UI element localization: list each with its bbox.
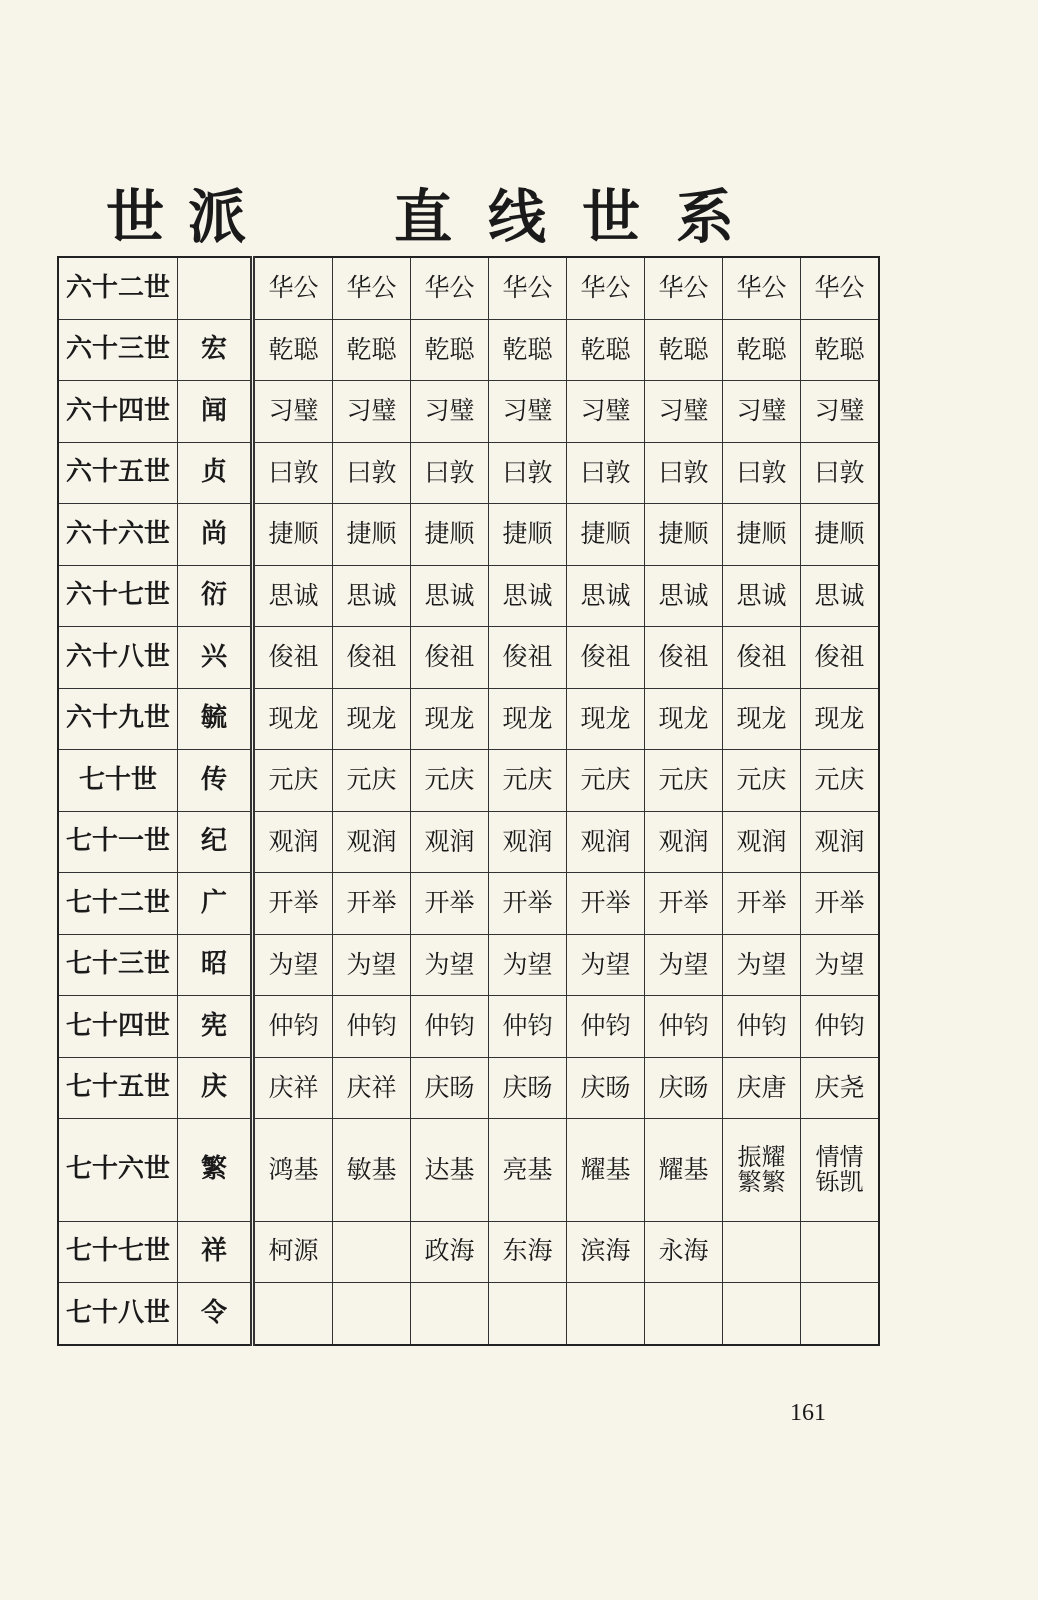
name-cell: 捷顺 bbox=[801, 504, 880, 565]
generation-character: 贞 bbox=[178, 442, 253, 503]
name-cell: 滨海 bbox=[567, 1221, 645, 1282]
name-cell: 习璧 bbox=[253, 381, 333, 442]
name-cell: 现龙 bbox=[801, 688, 880, 749]
name-cell: 元庆 bbox=[253, 750, 333, 811]
name-cell: 元庆 bbox=[411, 750, 489, 811]
name-cell: 俊祖 bbox=[333, 627, 411, 688]
name-cell: 华公 bbox=[723, 257, 801, 319]
name-cell: 现龙 bbox=[333, 688, 411, 749]
name-cell: 观润 bbox=[489, 811, 567, 872]
name-cell: 华公 bbox=[411, 257, 489, 319]
name-cell: 习璧 bbox=[411, 381, 489, 442]
generation-character bbox=[178, 257, 253, 319]
generation-character: 尚 bbox=[178, 504, 253, 565]
name-cell: 乾聪 bbox=[411, 319, 489, 380]
name-cell: 俊祖 bbox=[253, 627, 333, 688]
name-cell: 庆旸 bbox=[489, 1057, 567, 1118]
name-cell bbox=[723, 1283, 801, 1346]
name-cell: 现龙 bbox=[723, 688, 801, 749]
name-cell bbox=[333, 1221, 411, 1282]
name-cell: 仲钧 bbox=[645, 996, 723, 1057]
name-cell: 习璧 bbox=[333, 381, 411, 442]
name-cell: 曰敦 bbox=[723, 442, 801, 503]
name-cell: 乾聪 bbox=[723, 319, 801, 380]
name-cell: 为望 bbox=[411, 934, 489, 995]
table-row bbox=[58, 627, 879, 688]
generation-character: 令 bbox=[178, 1283, 253, 1346]
name-cell: 开举 bbox=[645, 873, 723, 934]
name-cell: 乾聪 bbox=[567, 319, 645, 380]
name-cell: 为望 bbox=[567, 934, 645, 995]
name-cell: 元庆 bbox=[333, 750, 411, 811]
generation-label: 七十七世 bbox=[58, 1221, 178, 1282]
generation-character: 繁 bbox=[178, 1119, 253, 1221]
generation-character: 广 bbox=[178, 873, 253, 934]
generation-label: 六十三世 bbox=[58, 319, 178, 380]
generation-label: 六十七世 bbox=[58, 565, 178, 626]
name-cell: 捷顺 bbox=[489, 504, 567, 565]
name-cell: 政海 bbox=[411, 1221, 489, 1282]
name-cell bbox=[723, 1221, 801, 1282]
name-cell: 习璧 bbox=[567, 381, 645, 442]
name-cell: 现龙 bbox=[645, 688, 723, 749]
generation-character: 衍 bbox=[178, 565, 253, 626]
name-cell: 观润 bbox=[333, 811, 411, 872]
page-number: 161 bbox=[790, 1400, 826, 1426]
name-cell: 庆旸 bbox=[645, 1057, 723, 1118]
table-row bbox=[58, 381, 879, 442]
name-cell: 乾聪 bbox=[489, 319, 567, 380]
generation-label: 七十五世 bbox=[58, 1057, 178, 1118]
name-cell: 乾聪 bbox=[801, 319, 880, 380]
name-cell: 为望 bbox=[645, 934, 723, 995]
name-cell: 俊祖 bbox=[411, 627, 489, 688]
generation-label: 六十九世 bbox=[58, 688, 178, 749]
name-cell: 乾聪 bbox=[253, 319, 333, 380]
name-cell: 俊祖 bbox=[645, 627, 723, 688]
name-cell: 曰敦 bbox=[333, 442, 411, 503]
table-row bbox=[58, 1221, 879, 1282]
table-row bbox=[58, 319, 879, 380]
name-cell: 思诚 bbox=[723, 565, 801, 626]
name-cell: 乾聪 bbox=[645, 319, 723, 380]
name-cell bbox=[411, 1283, 489, 1346]
name-cell: 华公 bbox=[333, 257, 411, 319]
table-row bbox=[58, 934, 879, 995]
name-cell: 庆祥 bbox=[333, 1057, 411, 1118]
name-cell: 捷顺 bbox=[333, 504, 411, 565]
name-cell: 达基 bbox=[411, 1119, 489, 1221]
name-cell: 思诚 bbox=[567, 565, 645, 626]
name-cell: 庆唐 bbox=[723, 1057, 801, 1118]
name-cell: 振耀 繁繁 bbox=[723, 1119, 801, 1221]
name-cell bbox=[333, 1283, 411, 1346]
name-cell: 仲钧 bbox=[411, 996, 489, 1057]
table-row bbox=[58, 504, 879, 565]
name-cell: 习璧 bbox=[723, 381, 801, 442]
generation-character: 昭 bbox=[178, 934, 253, 995]
page-heading bbox=[100, 170, 860, 251]
name-cell: 观润 bbox=[723, 811, 801, 872]
generation-character: 祥 bbox=[178, 1221, 253, 1282]
table-row bbox=[58, 1119, 879, 1221]
name-cell bbox=[801, 1283, 880, 1346]
name-cell: 仲钧 bbox=[723, 996, 801, 1057]
generation-label: 七十三世 bbox=[58, 934, 178, 995]
name-cell: 观润 bbox=[411, 811, 489, 872]
name-cell: 现龙 bbox=[253, 688, 333, 749]
name-cell: 捷顺 bbox=[253, 504, 333, 565]
name-cell: 情情 铄凯 bbox=[801, 1119, 880, 1221]
name-cell: 仲钧 bbox=[801, 996, 880, 1057]
name-cell: 庆祥 bbox=[253, 1057, 333, 1118]
name-cell: 为望 bbox=[333, 934, 411, 995]
name-cell: 仲钧 bbox=[333, 996, 411, 1057]
table-row bbox=[58, 442, 879, 503]
generation-label: 七十世 bbox=[58, 750, 178, 811]
table-row bbox=[58, 565, 879, 626]
generation-label: 七十四世 bbox=[58, 996, 178, 1057]
name-cell: 思诚 bbox=[645, 565, 723, 626]
name-cell: 习璧 bbox=[801, 381, 880, 442]
name-cell: 元庆 bbox=[489, 750, 567, 811]
generation-character: 毓 bbox=[178, 688, 253, 749]
table-row bbox=[58, 811, 879, 872]
name-cell: 华公 bbox=[567, 257, 645, 319]
name-cell: 亮基 bbox=[489, 1119, 567, 1221]
name-cell: 元庆 bbox=[723, 750, 801, 811]
name-cell bbox=[567, 1283, 645, 1346]
name-cell bbox=[489, 1283, 567, 1346]
name-cell: 东海 bbox=[489, 1221, 567, 1282]
name-cell: 永海 bbox=[645, 1221, 723, 1282]
generation-label: 六十八世 bbox=[58, 627, 178, 688]
heading-direct-lineage: 直线世系 bbox=[394, 183, 771, 251]
name-cell: 现龙 bbox=[411, 688, 489, 749]
name-cell: 观润 bbox=[801, 811, 880, 872]
name-cell bbox=[801, 1221, 880, 1282]
generation-label: 七十二世 bbox=[58, 873, 178, 934]
name-cell: 思诚 bbox=[253, 565, 333, 626]
generation-label: 七十六世 bbox=[58, 1119, 178, 1221]
name-cell: 华公 bbox=[801, 257, 880, 319]
table-row bbox=[58, 257, 879, 319]
name-cell: 仲钧 bbox=[567, 996, 645, 1057]
name-cell: 庆旸 bbox=[411, 1057, 489, 1118]
generation-label: 六十五世 bbox=[58, 442, 178, 503]
name-cell: 耀基 bbox=[567, 1119, 645, 1221]
table-row bbox=[58, 1057, 879, 1118]
name-cell: 乾聪 bbox=[333, 319, 411, 380]
generation-character: 兴 bbox=[178, 627, 253, 688]
name-cell: 开举 bbox=[333, 873, 411, 934]
generation-label: 六十六世 bbox=[58, 504, 178, 565]
name-cell: 俊祖 bbox=[723, 627, 801, 688]
name-cell: 华公 bbox=[645, 257, 723, 319]
table-row bbox=[58, 750, 879, 811]
name-cell: 俊祖 bbox=[567, 627, 645, 688]
table-row bbox=[58, 873, 879, 934]
name-cell: 元庆 bbox=[645, 750, 723, 811]
name-cell: 庆尧 bbox=[801, 1057, 880, 1118]
name-cell: 曰敦 bbox=[489, 442, 567, 503]
name-cell: 捷顺 bbox=[567, 504, 645, 565]
name-cell: 俊祖 bbox=[489, 627, 567, 688]
name-cell: 庆旸 bbox=[567, 1057, 645, 1118]
name-cell: 为望 bbox=[253, 934, 333, 995]
lineage-table-body bbox=[58, 257, 879, 1345]
name-cell: 为望 bbox=[723, 934, 801, 995]
generation-character: 宪 bbox=[178, 996, 253, 1057]
name-cell: 思诚 bbox=[411, 565, 489, 626]
heading-generation-names: 世派 bbox=[106, 183, 271, 251]
name-cell: 开举 bbox=[801, 873, 880, 934]
name-cell: 仲钧 bbox=[489, 996, 567, 1057]
name-cell: 耀基 bbox=[645, 1119, 723, 1221]
name-cell: 仲钧 bbox=[253, 996, 333, 1057]
name-cell: 捷顺 bbox=[411, 504, 489, 565]
name-cell: 曰敦 bbox=[411, 442, 489, 503]
name-cell: 捷顺 bbox=[723, 504, 801, 565]
generation-label: 六十二世 bbox=[58, 257, 178, 319]
name-cell: 思诚 bbox=[489, 565, 567, 626]
name-cell: 开举 bbox=[567, 873, 645, 934]
name-cell: 开举 bbox=[489, 873, 567, 934]
name-cell: 现龙 bbox=[567, 688, 645, 749]
name-cell: 捷顺 bbox=[645, 504, 723, 565]
name-cell: 元庆 bbox=[801, 750, 880, 811]
generation-character: 闻 bbox=[178, 381, 253, 442]
name-cell: 柯源 bbox=[253, 1221, 333, 1282]
generation-character: 传 bbox=[178, 750, 253, 811]
name-cell: 华公 bbox=[489, 257, 567, 319]
generation-label: 六十四世 bbox=[58, 381, 178, 442]
name-cell bbox=[253, 1283, 333, 1346]
name-cell: 元庆 bbox=[567, 750, 645, 811]
table-row bbox=[58, 996, 879, 1057]
name-cell: 现龙 bbox=[489, 688, 567, 749]
generation-character: 庆 bbox=[178, 1057, 253, 1118]
table-row bbox=[58, 1283, 879, 1346]
name-cell: 习璧 bbox=[489, 381, 567, 442]
name-cell: 习璧 bbox=[645, 381, 723, 442]
table-row bbox=[58, 688, 879, 749]
name-cell: 开举 bbox=[411, 873, 489, 934]
lineage-table bbox=[57, 256, 880, 1346]
name-cell bbox=[645, 1283, 723, 1346]
name-cell: 敏基 bbox=[333, 1119, 411, 1221]
name-cell: 观润 bbox=[253, 811, 333, 872]
name-cell: 曰敦 bbox=[645, 442, 723, 503]
name-cell: 鸿基 bbox=[253, 1119, 333, 1221]
name-cell: 思诚 bbox=[333, 565, 411, 626]
name-cell: 曰敦 bbox=[567, 442, 645, 503]
generation-character: 纪 bbox=[178, 811, 253, 872]
name-cell: 观润 bbox=[645, 811, 723, 872]
name-cell: 开举 bbox=[253, 873, 333, 934]
name-cell: 开举 bbox=[723, 873, 801, 934]
name-cell: 为望 bbox=[489, 934, 567, 995]
name-cell: 俊祖 bbox=[801, 627, 880, 688]
generation-character: 宏 bbox=[178, 319, 253, 380]
name-cell: 为望 bbox=[801, 934, 880, 995]
name-cell: 华公 bbox=[253, 257, 333, 319]
name-cell: 观润 bbox=[567, 811, 645, 872]
name-cell: 曰敦 bbox=[801, 442, 880, 503]
generation-label: 七十一世 bbox=[58, 811, 178, 872]
generation-label: 七十八世 bbox=[58, 1283, 178, 1346]
name-cell: 曰敦 bbox=[253, 442, 333, 503]
name-cell: 思诚 bbox=[801, 565, 880, 626]
